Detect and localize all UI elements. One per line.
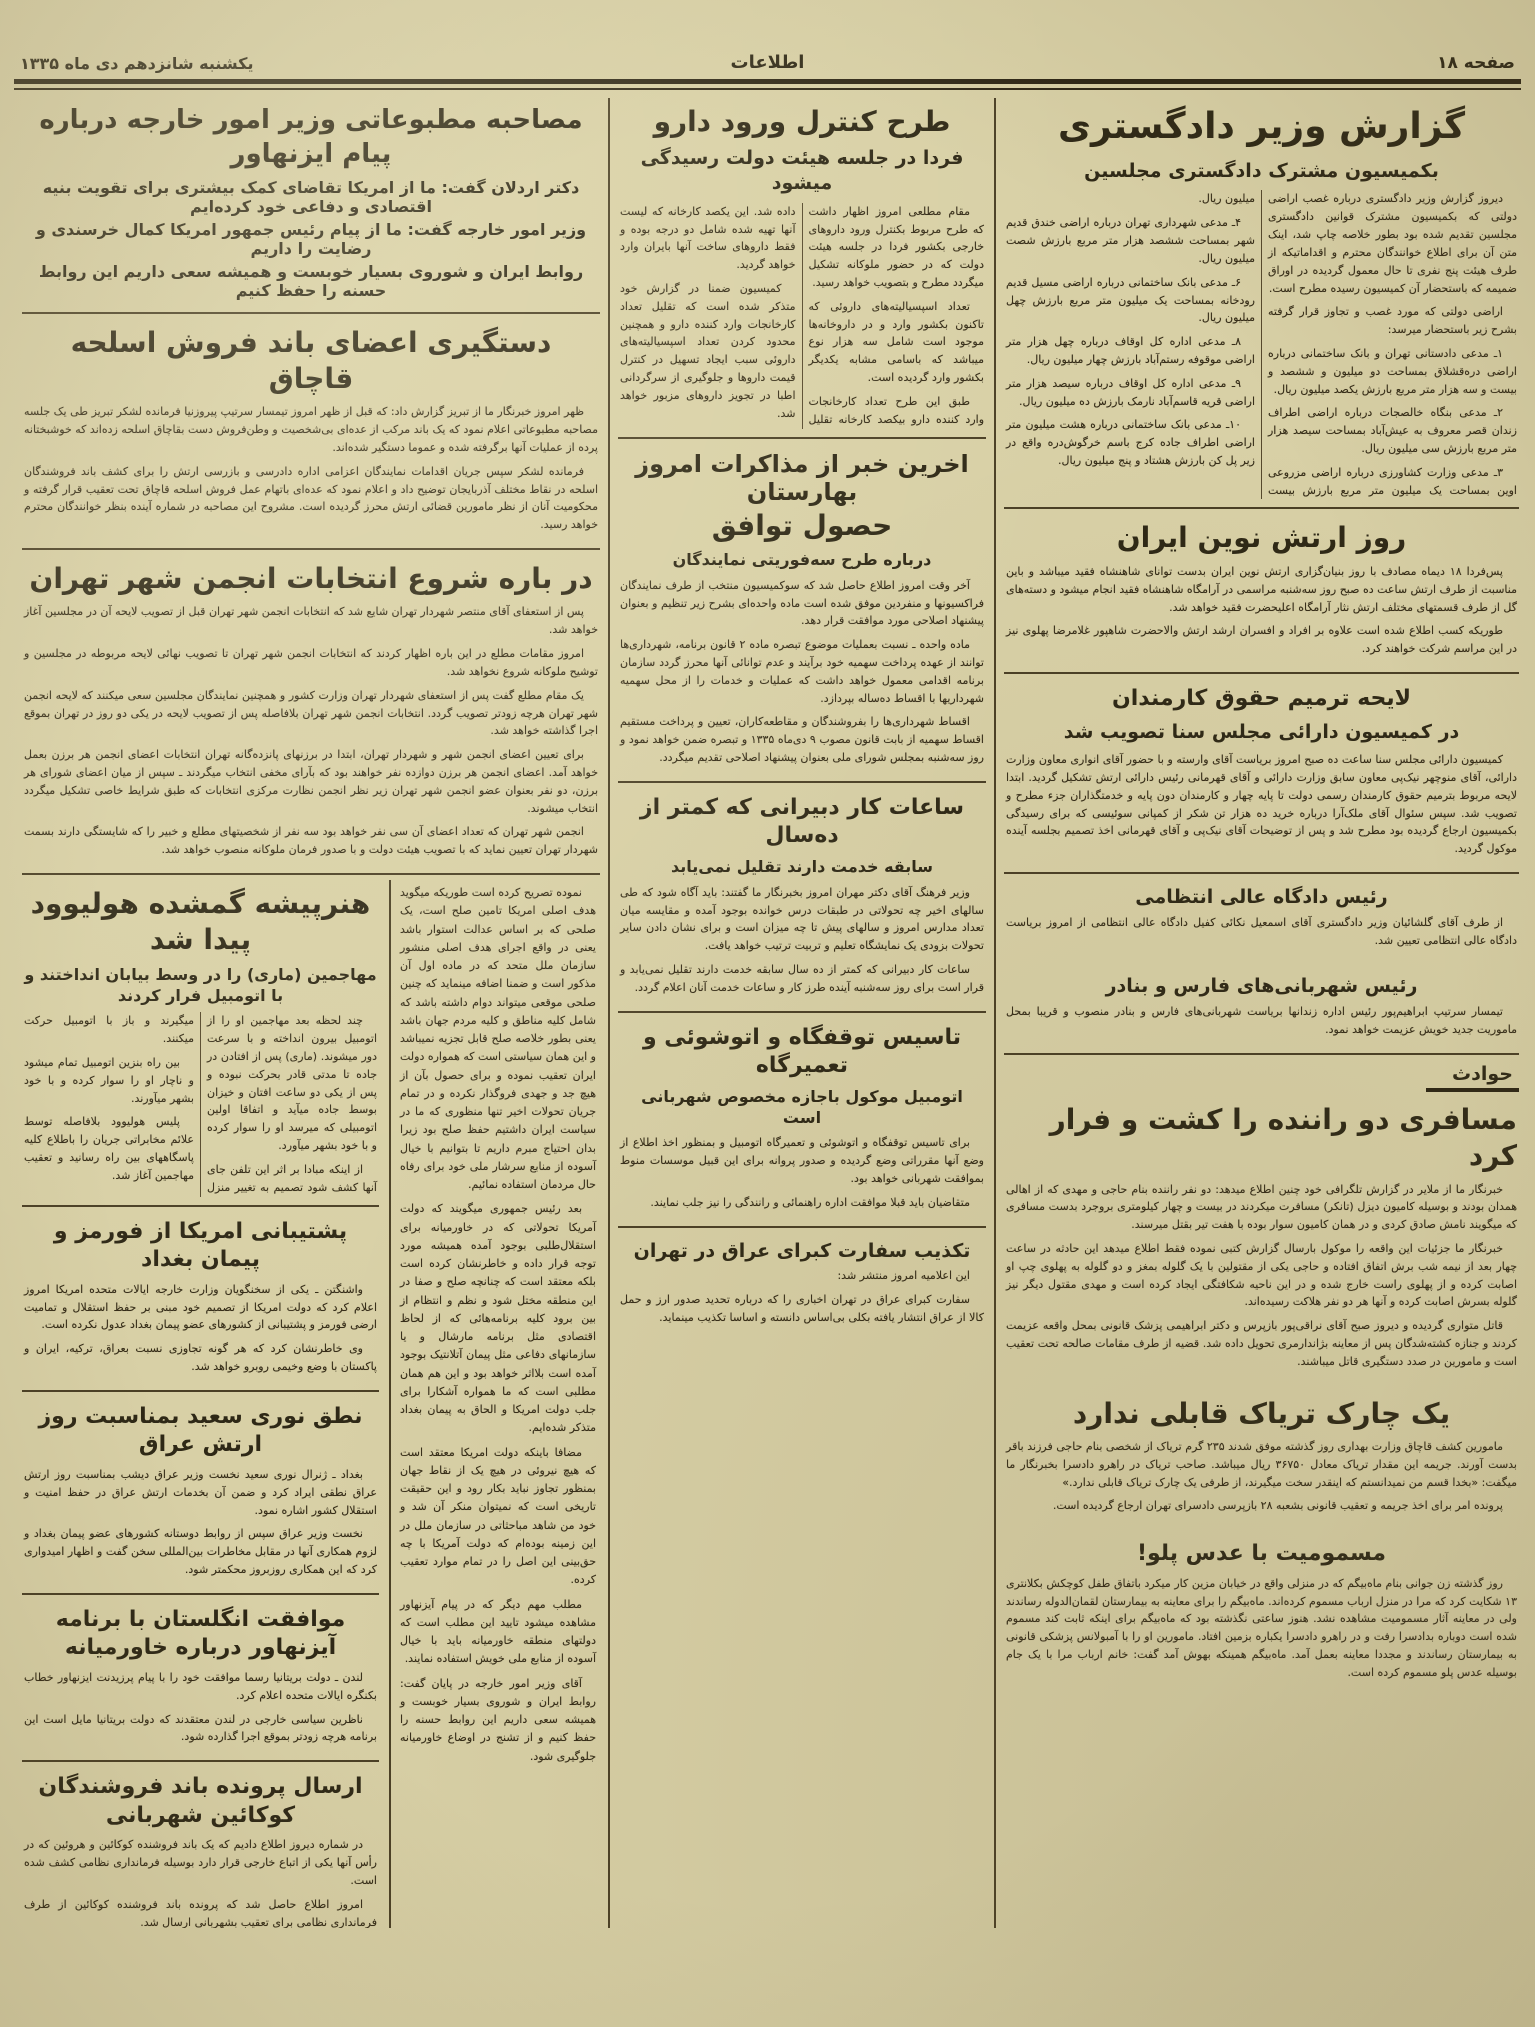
paragraph: قاتل متواری گردیده و دیروز صبح آقای نراقی‌پور بازپرس و دکتر ابراهیمی پزشک قانونی بمحل واقعه عزیمت کردند و جنازه کشته‌شدگان پس از معاینه بژاندارمری تحویل داده شد. قضیه از طرف مقامات صالحه تحت تعقیب است و مامورین در صدد دستگیری قاتل میباشند. [1006,1319,1517,1368]
headline-press-conference: مصاحبه مطبوعاتی وزیر امور خارجه درباره پیام ایزنهاور [39,105,583,169]
headline-garage-permits: تاسیس توقفگاه و اتوشوئی و تعمیرگاه [642,1024,962,1079]
paragraph: نموده تصریح کرده است طوریکه میگوید هدف اصلی امریکا تامین صلح است، یک صلحی که بر اساس عدالت استوار باشد یعنی در واقع اجرای هدف اصلی منشور سازمان ملل متحد که در ماده اول آن مذکور است و ضمنا اضافه مینماید که چنین صلحی موقعی میتواند دوام داشته باشد که شامل کلیه مناطق و کلیه مردم جهان باشد یعنی بطور خلاصه صلح قابل تجزیه نمیباشد و این همان سیاستی است که همواره دولت ایران تعقیب نموده و برای حصول بآن از هیچ جد و جهدی فروگذار نکرده و در تمام جریان تحولات اخیر تنها منظوری که ما در سیاست ایران داشتیم حفظ صلح بود زیرا بدان احتیاج مبرم داریم تا بتوانیم با خیال آسوده از منابع سرشار ملی خود برای رفاه حال مردمان استفاده نمائیم. [399,886,596,1192]
body-army-day [1006,563,1517,658]
paragraph: ناظرین سیاسی خارجی در لندن معتقدند که دولت بریتانیا مایل است این برنامه هرچه زودتر بموقع اجرا گذارده شود. [24,1712,377,1744]
headline-poisoning: مسمومیت با عدس پلو! [1136,1541,1387,1567]
paragraph: وزیر فرهنگ آقای دکتر مهران امروز بخبرنگار ما گفتند: باید آگاه شود که طی سالهای اخیر چه تحولاتی در طبقات درس خوانده بوجود آمده و مقایسه میان تعداد مدارس امروز و سالهای پیش تا چه میزان است و برای نشان دادن سایر تحولات بزودی یک نمایشگاه تعلیم و تربیت ترتیب خواهد یافت. [620,885,984,953]
article-poisoning [1004,1534,1519,1695]
paragraph: امروز اطلاع حاصل شد که پرونده باند فروشنده کوکائین از طرف فرمانداری نظامی برای تعقیب بشهربانی ارسال شد. [24,1897,377,1928]
paragraph: از طرف آقای گلشائیان وزیر دادگستری آقای اسمعیل نکائی کفیل دادگاه عالی انتظامی از امروز بریاست دادگاه عالی انتظامی تعیین شد. [1006,915,1517,947]
paragraph: بعد رئیس جمهوری میگویند که دولت آمریکا تحولاتی که در خاورمیانه برای استقلال‌طلبی بوجود آمده همیشه مورد توجه قرار داده و خاطرنشان کرده است بلکه معتقد است که چنانچه صلح و صفا در این منطقه مختل شود و نظم و انتظام از بین برود کلیه برنامه‌هائی که از لحاظ اقتصادی مثل برنامه مارشال و یا سازمانهای دفاعی مثل پیمان آتلانتیک بوجود آمده است بلااثر خواهد بود و این هم همان مطلبی است که ما همواره آشکارا برای جلب دولت امریکا و الحاق به پیمان بغداد متذکر شده‌ایم. [400,1202,596,1435]
list-item: ۸ـ مدعی اداره کل اوقاف درباره چهل هزار متر اراضی موقوفه رستم‌آباد بارزش چهار میلیون ریال. [1006,335,1255,366]
list-item: ۴ـ مدعی شهرداری تهران درباره اراضی خندق قدیم شهر بمساحت ششصد هزار متر مربع بارزش شصت میلیون ریال. [1006,216,1255,265]
left-lower-column [22,880,389,1928]
subhead-majles-talks: درباره طرح سه‌فوریتی نمایندگان [672,549,932,569]
paragraph: ظهر امروز خبرنگار ما از تبریز گزارش داد: که قبل از ظهر امروز تیمسار سرتیپ پیروزنیا فرمانده لشکر تبریز طی یک جلسه مصاحبه مطبوعاتی اعلام نمود که یک باند مرکب از عده‌ای بی‌شخصیت و وطن‌فروش دست بقاچاق اسلحه زده‌اند که خوشبختانه پرده از عملیات آنها برگرفته شده و عموما دستگیر شده‌اند. [24,405,598,454]
headline-arms-smuggling: دستگیری اعضای باند فروش اسلحه قاچاق [70,325,552,395]
subhead-teachers-hours: سابقه خدمت دارند تقلیل نمی‌یابد [670,857,934,877]
paragraph: ماده واحده ـ نسبت بعملیات موضوع تبصره ماده ۲ قانون برنامه، شهرداری‌ها توانند از عهده پرداخت سهمیه خود برآیند و عدم توانائی آنها محرز گردد سازمان برنامه اقدامی معمول خواهد داشت که عملیات و خدمات را از محل سهمیه شهرداریها با اقساط ده‌ساله بپردازد. [620,638,984,705]
paragraph: خبرنگار ما جزئیات این واقعه را موکول بارسال گزارش کتبی نموده فقط اطلاع میدهد این حادثه در ساعت چهار بعد از نیمه شب برش اتفاق افتاده و حاجی یکی از مقتولین با یک گلوله بمغز و دو گلوله به پهلوی چپ او اصابت کرده و از پهلوی راست خارج شده و در این ناحیه شکافتگی ایجاد کرده است و مهدی مقتول دیگر نیز گلوله بسرش اصابت کرده و آنها هر دو نفر هلاکت رسیده‌اند. [1006,1241,1517,1309]
paragraph: برای تعیین اعضای انجمن شهر و شهردار تهران، ابتدا در برزنهای پانزده‌گانه تهران انتخابات اعضای انجمن هر برزن بعمل خواهد آمد. اعضای انجمن هر برزن دوازده نفر خواهند بود که بآرای مخفی انتخاب میگردند ـ سپس از میان اعضای شورای هر برزن، دو نفر بعنوان عضو انجمن شهر تهران زیر نظر انجمن نظارت مرکزی انتخابات که طبق شرایط خاصی تشکیل میگردد انتخاب میشوند. [24,748,598,815]
events-section [1004,1063,1519,1092]
column-narrow [389,880,600,1928]
subhead-garage-permits: اتومبیل موکول باجازه مخصوص شهربانی است [641,1086,963,1127]
paragraph: بین راه بنزین اتومبیل تمام میشود و ناچار او را سوار کرده و با خود بشهر میآورند. [24,1056,194,1105]
headline-cocaine-gang-file: ارسال پرونده باند فروشندگان کوکائین شهربانی [38,1774,363,1828]
list-item: ۹ـ مدعی اداره کل اوقاف درباره سیصد هزار متر اراضی قریه قاسم‌آباد نارمک بارزش ده میلیون ریال. [1006,376,1255,408]
deck-line: دکتر اردلان گفت: ما از امریکا تقاضای کمک بیشتری برای تقویت بنیه اقتصادی و دفاعی خود کرده‌ایم [42,177,580,216]
headline-drug-control: طرح کنترل ورود دارو [653,105,951,138]
header-rule [14,79,1521,90]
left-top-section [22,98,600,875]
paragraph: وی خاطرنشان کرد که هر گونه تجاوزی نسبت بعراق، ترکیه، ایران و پاکستان با وضع وخیمی روبرو خواهد شد. [24,1342,377,1373]
headline-city-elections: در باره شروع انتخابات انجمن شهر تهران [29,562,593,596]
paragraph: ساعات کار دبیرانی که کمتر از ده سال سابقه خدمت دارند تقلیل نمی‌یابد و قرار است برای روز سه‌شنبه آینده طرز کار و ساعات خدمت آنان اعلام گردد. [620,963,984,994]
headline-justice-report: گزارش وزیر دادگستری [1057,106,1466,147]
body-poisoning [1006,1575,1517,1682]
article-majles-talks [618,444,986,783]
paragraph: در شماره دیروز اطلاع دادیم که یک باند فروشنده کوکائین و هروئین که در رأس آنها یکی از اتباع خارجی قرار دارد بوسیله فرمانداری نظامی کشف شده است. [24,1838,377,1888]
kicker-majles-talks: اخرین خبر از مذاکرات امروز بهارستان [635,449,969,506]
paragraph: مطلب مهم دیگر که در پیام آیزنهاور مشاهده میشود تایید این مطلب است که دولتهای منطقه خاورمیانه باید با خیال آسوده از منابع ملی خویش استفاده نمایند. [400,1597,596,1666]
article-formosa-baghdad-pact [22,1212,379,1392]
paragraph: چند لحظه بعد مهاجمین او را از اتومبیل بیرون انداخته و با سرعت دور میشوند. (ماری) پس از افتادن در جاده تا مدتی قادر بحرکت نبوده و پس از یکی دو ساعت افتان و خیزان بوسط جاده میآید و اتفاقا اولین اتومبیلی که میرسد او را سوار کرده و با خود بشهر میآورد. [207,1014,377,1153]
headline-police-chief: رئیس شهربانی‌های فارس و بنادر [1105,975,1418,998]
deck-line: وزیر امور خارجه گفت: ما از پیام رئیس جمهور امریکا کمال خرسندی و رضایت را داریم [35,219,587,258]
body-justice-report [1006,190,1517,499]
paragraph: مامورین کشف قاچاق وزارت بهداری روز گذشته موفق شدند ۲۳۵ گرم تریاک از شخصی بنام حاجی فرزند باقر بدست آورند. جریمه این مقدار تریاک معادل ۳۶۷۵۰ ریال میباشد. صاحب تریاک در راهرو دادسرا بخبرنگار ما میگفت: «بخدا قسم من نمیدانستم که اینقدر سخت میگیرند، از طرفی یک چارک تریاک قابلی ندارد.» [1006,1440,1517,1489]
paragraph: اقساط شهرداری‌ها را بفروشندگان و مقاطعه‌کاران، تعیین و پرداخت مستقیم اقساط سهمیه از بابت قانون مصوب ۹ دی‌ماه ۱۳۳۵ و تبصره ضمن خواهد نمود و روز سه‌شنبه بمجلس شورای ملی بعنوان پیشنهاد اصلاحی تقدیم میگردد. [620,715,984,765]
issue-date: یکشنبه شانزدهم دی ماه ۱۳۳۵ [20,54,254,73]
body-garage-permits [620,1134,984,1211]
paragraph: تعداد اسپسیالیته‌های داروئی که تاکنون بکشور وارد و در داروخانه‌ها موجود است شامل سه هزار نوع میباشد که باسامی مشابه یکدیگر بکشور وارد گردیده است. [808,299,984,385]
headline-majles-talks: حصول توافق [711,508,893,542]
paragraph: پلیس هولیوود بلافاصله توسط علائم مخابراتی جریان را باطلاع کلیه پاسگاههای بین راه رسانید و تعقیب مهاجمین آغاز شد. [24,1115,194,1182]
paragraph: برای تاسیس توقفگاه و اتوشوئی و تعمیرگاه اتومبیل و بمنظور اخذ اطلاع از وضع آنها مقرراتی وضع گردیده و صدور پروانه برای این قبیل موسسات منوط بموافقت شهربانی خواهد بود. [620,1136,984,1186]
headline-formosa-baghdad-pact: پشتیبانی امریکا از فورمز و پیمان بغداد [53,1218,348,1273]
article-teachers-hours [618,788,986,1013]
paragraph: آقای وزیر امور خارجه در پایان گفت: روابط ایران و شوروی بسیار خوبست و همیشه سعی داریم این روابط حسنه را حفظ کنیم و از تشنج در اوضاع خاورمیانه جلوگیری شود. [400,1676,596,1763]
body-cocaine-gang-file [24,1836,377,1928]
paragraph: پس‌فردا ۱۸ دیماه مصادف با روز بنیان‌گزاری ارتش نوین ایران بدست توانای شاهنشاه فقید میباشد و باین مناسبت از طرف ارتش ساعت ده صبح روز سه‌شنبه مراسمی در آرامگاه شاهنشاه فقید انجام میشود و دسته‌های گل از طرف قسمتهای مختلف ارتش نثار آرامگاه اعلیحضرت فقید خواهد شد. [1006,564,1517,614]
headline-opium: یک چارک تریاک قابلی ندارد [1072,1396,1451,1430]
body-iraq-embassy-denial [620,1267,984,1326]
body-arms-smuggling [24,403,598,534]
deck-line: روابط ایران و شوروی بسیار خوبست و همیشه سعی داریم این روابط حسنه را حفظ کنیم [38,261,584,300]
column-left [14,98,608,1928]
article-nuri-said-speech [22,1397,379,1595]
article-hollywood-actor [22,880,379,1207]
body-opium [1006,1438,1517,1515]
subhead-salary-bill: در کمیسیون دارائی مجلس سنا تصویب شد [1063,720,1460,743]
paragraph: کمیسیون دارائی مجلس سنا ساعت ده صبح امروز بریاست آقای وارسته و با حضور آقای انواری معاون وزارت دارائی، آقای منوچهر نیک‌پی معاون سابق وزارت دارائی و آقای قهرمانی رئیس دارائی ارتش تشکیل گردید. ابتدا لایحه مربوط بترمیم حقوق کارمندان رسمی دولت تا پایه چهار و کارمندان دون پایه و خدمتگذاران جزء مطرح و تصویب شد. سپس سئوال آقای ملک‌آرا درباره خرید ده هزار تن شکر از کمپانی سوئیسی که برای رسیدگی بکمیسیون ارجاع گردیده بود مطرح شد و پس از توضیحات آقای نیک‌پی و آقای قهرمانی اخذ تصمیم بجلسه آینده موکول گردید. [1006,753,1517,856]
list-item: ۱۰ـ مدعی بانک ساختمانی درباره هشت میلیون متر اراضی اطراف جاده کرج باسم خرگوش‌دره واقع در زیر پل کن بارزش هشتاد و پنج میلیون ریال. [1006,418,1255,468]
paragraph: سفارت کبرای عراق در تهران اخباری را که درباره تحدید صدور ارز و حمل کالا از عراق انتشار یافته بکلی بی‌اساس دانسته و اساسا تکذیب مینماید. [620,1293,984,1325]
article-police-chief [1004,968,1519,1054]
article-opium [1004,1390,1519,1530]
body-salary-bill [1006,751,1517,858]
paragraph: تیمسار سرتیپ ابراهیم‌پور رئیس اداره زندانها بریاست شهربانی‌های فارس و بنادر منصوب و قریبا بمحل ماموریت جدید خویش عزیمت خواهد نمود. [1006,1005,1517,1036]
paragraph: این اعلامیه امروز منتشر شد: [837,1269,970,1283]
subhead-drug-control: فردا در جلسه هیئت دولت رسیدگی میشود [640,147,964,195]
headline-nuri-said-speech: نطق نوری سعید بمناسبت روز ارتش عراق [38,1403,363,1458]
paragraph: روز گذشته زن جوانی بنام ماه‌بیگم که در منزلی واقع در خیابان مزین کار میکرد باتفاق طفل کوچکش بکلانتری ۱۳ شکایت کرد که مرا در منزل ارباب مسموم کرده‌اند. ماه‌بیگم را برای معاینه به بیمارستان لقمان‌الدوله رساندند ولی در معاینه آثار مسمومیت مشاهده نشد. هنوز ساعتی نگذشته بود که ماه‌بیگم برای اینکه ثابت کند مسموم شده است دوباره بدادسرا رفت و در راهرو دادسرا یکباره بزمین افتاد. مامورین او را با آمبولانس پزشکی قانونی به بیمارستان رساندند و مجددا معاینه بعمل آمد. ماه‌بیگم همینکه بهوش آمد گفت: خانم ارباب مرا با یک جام بوسیله عدس پلو مسموم کرده است. [1006,1576,1517,1679]
column-middle [608,98,994,1928]
paragraph: طوریکه کسب اطلاع شده است علاوه بر افراد و افسران ارشد ارتش والاحضرت شاهپور غلامرضا پهلوی نیز در این مراسم شرکت خواهند کرد. [1006,624,1517,656]
headline-passenger-murder: مسافری دو راننده را کشت و فرار کرد [1049,1102,1517,1173]
paragraph: یک مقام مطلع گفت پس از استعفای شهردار تهران وزارت کشور و همچنین نمایندگان مجلسین سعی میکنند که لایحه انجمن شهر تهران هرچه زودتر تصویب گردد. انتخابات انجمن شهر تهران بلافاصله پس از تصویب لایحه در یکی دو روز در تهران بموقع اجرا گذاشته خواهد شد. [24,688,598,738]
page-content [0,90,1535,1928]
article-drug-control [618,98,986,439]
body-hollywood-actor [24,1012,377,1196]
headline-teachers-hours: ساعات کار دبیرانی که کمتر از ده‌سال [639,794,965,849]
article-arms-smuggling [22,319,600,550]
paragraph: مقام مطلعی امروز اظهار داشت که طرح مربوط بکنترل ورود داروهای خارجی بکشور فردا در جلسه هیئت دولت که در حضور ملوکانه تشکیل میگردد مطرح و بتصویب خواهد رسید. [808,204,984,290]
headline-court-chief: رئیس دادگاه عالی انتظامی [1135,886,1388,909]
paragraph: فرمانده لشکر سپس جریان اقدامات نمایندگان اعزامی اداره دادرسی و بازرسی ارتش را برای کشف باند فروشندگان اسلحه در نقاط مختلف آذربایجان توضیح داد و اعلام نمود که عده‌ای باتهام عمل فروش اسلحه قاچاق تحت تعقیب قرار گرفته و محکومیت آنان از نظر مامورین قضائی ارتش محرز گردیده است. مشروح این مصاحبه در شماره آینده بنظر خوانندگان محترم خواهد رسید. [24,464,598,532]
headline-iraq-embassy-denial: تکذیب سفارت کبرای عراق در تهران [633,1239,971,1262]
article-cocaine-gang-file [22,1767,379,1928]
paragraph: واشنگتن ـ یکی از سخنگویان وزارت خارجه ایالات متحده امریکا امروز اعلام کرد که دولت امریکا از تصمیم خود مبنی بر حفظ استقلال و تمامیت ارضی فورمز و پشتیبانی از کشورهای عضو پیمان بغداد عدول نکرده است. [24,1282,377,1332]
page-number: صفحه ۱۸ [1437,53,1515,73]
paragraph: اراضی دولتی که مورد غصب و تجاوز قرار گرفته بشرح زیر باستحضار میرسد: [1268,305,1517,337]
headline-hollywood-actor: هنرپیشه گمشده هولیوود پیدا شد [30,887,371,957]
subhead-justice-report: بکمیسیون مشترک دادگستری مجلسین [1084,159,1439,182]
paragraph: پس از استعفای آقای منتصر شهردار تهران شایع شد که انتخابات انجمن شهر تهران قبل از تصویب لایحه آن در مجلسین آغاز خواهد شد. [24,605,598,637]
events-section-label: حوادث [1426,1063,1519,1092]
body-drug-control [620,203,984,429]
subhead-hollywood-actor: مهاجمین (ماری) را در وسط بیابان انداختند و با اتومبیل فرار کردند [24,964,377,1005]
list-item: ۳ـ مدعی وزارت کشاورزی درباره اراضی مزروعی اوین بمساحت یک میلیون متر مربع بارزش بیست میلیون ریال. [1198,192,1517,497]
article-press-conference [22,98,600,314]
body-police-chief [1006,1003,1517,1039]
body-majles-talks [620,577,984,767]
body-england-eisenhower [24,1669,377,1746]
paragraph: از اینکه مبادا بر اثر این تلفن جای آنها کشف شود تصمیم به تغییر منزل میگیرند و باز با اتومبیل حرکت میکنند. [24,1014,377,1194]
body-court-chief [1006,914,1517,950]
masthead-title: اطلاعات [730,52,805,73]
article-salary-bill [1004,679,1519,874]
article-court-chief [1004,879,1519,963]
article-garage-permits [618,1018,986,1228]
headline-salary-bill: لایحه ترمیم حقوق کارمندان [1111,685,1412,711]
paragraph: کمیسیون ضمنا در گزارش خود متذکر شده است که تقلیل تعداد کارخانجات وارد کننده دارو و همچنین محدود کردن تعداد اسپسیالیته‌های داروئی سبب ایجاد تسهیل در کنترل قیمت داروها و جلوگیری از سرگردانی اطبا در تجویز داروهای مزبور خواهد شد. [620,282,796,420]
article-england-eisenhower [22,1600,379,1762]
paragraph: لندن ـ دولت بریتانیا رسما موافقت خود را با پیام پرزیدنت ایزنهاور خطاب بکنگره ایالات متحده اعلام کرد. [24,1671,377,1702]
paragraph: پرونده امر برای اخذ جریمه و تعقیب قانونی بشعبه ۲۸ بازپرسی دادسرای تهران ارجاع گردیده است. [1052,1499,1503,1513]
body-formosa-baghdad-pact [24,1281,377,1376]
article-army-day [1004,514,1519,673]
page-header [0,0,1535,76]
left-split-section [22,880,600,1928]
headline-england-eisenhower: موافقت انگلستان با برنامه آیزنهاور درباره خاورمیانه [55,1606,346,1661]
paragraph: خبرنگار ما از ملایر در گزارش تلگرافی خود چنین اطلاع میدهد: دو نفر راننده بنام حاجی و مهدی که از اهالی همدان بودند و بوسیله کامیون دیزل (تانکر) مسافرت میکردند در بیست و چهار کیلومتری بروجرد بدست مسافری که میگویند نامش صادق کردی و در همان کامیون سوار بوده با هفت تیر بقتل میرسند. [1006,1182,1517,1232]
list-item: ۶ـ مدعی بانک ساختمانی درباره اراضی مسیل قدیم رودخانه بمساحت یک میلیون متر مربع بارزش چهل میلیون ریال. [1006,275,1255,325]
headline-army-day: روز ارتش نوین ایران [1116,521,1407,555]
paragraph: مضافا باینکه دولت امریکا معتقد است که هیچ نیروئی در هیچ یک از نقاط جهان بمنظور تجاوز نباید بکار رود و این حقیقت تاریخی است که نمیتوان منکر آن شد و خود من شاهد مباحثاتی در سازمان ملل در این زمینه بوده‌ام که دولت آمریکا با چه حق‌بینی این اصل را در تمام موارد تعقیب کرده. [400,1445,596,1587]
paragraph: امروز مقامات مطلع در این باره اظهار کردند که انتخابات انجمن شهر تهران تا تصویب نهائی لایحه مربوطه در مجلسین و توشیح ملوکانه شروع نخواهد شد. [24,647,598,678]
body-teachers-hours [620,884,984,997]
paragraph: آخر وقت امروز اطلاع حاصل شد که سوکمیسیون منتخب از طرف نمایندگان فراکسیونها و منفردین موفق شده است ماده واحده‌ای بشرح زیر تنظیم و بعنوان پیشنهاد اصلاحی مورد موافقت قرار دهد. [620,578,984,628]
list-item: ۲ـ مدعی بنگاه خالصجات درباره اراضی اطراف زندان قصر معروف به عیش‌آباد بمساحت سیصد هزار متر مربع بارزش سی میلیون ریال. [1268,406,1517,456]
body-nuri-said-speech [24,1466,377,1579]
body-city-elections [24,603,598,859]
column-right [994,98,1521,1928]
paragraph: طبق این طرح تعداد کارخانجات وارد کننده دارو بیکصد کارخانه تقلیل داده شد. این یکصد کارخانه که لیست آنها تهیه شده شامل دو درجه بوده و فقط داروهای ساخت آنها بایران وارد خواهد گردید. [620,204,984,426]
body-passenger-murder [1006,1181,1517,1371]
article-city-elections [22,555,600,875]
paragraph: بغداد ـ ژنرال نوری سعید نخست وزیر عراق دیشب بمناسبت روز ارتش عراق نطقی ایراد کرد و ضمن آن بخدمات ارتش عراق در حفظ امنیت و استقلال کشور اشاره نمود. [24,1467,377,1517]
article-justice-report [1004,98,1519,509]
article-iraq-embassy-denial [618,1233,986,1341]
article-passenger-murder [1004,1096,1519,1385]
paragraph: متقاضیان باید قبلا موافقت اداره راهنمائی و رانندگی را نیز جلب نمایند. [650,1195,970,1209]
list-item: ۱ـ مدعی دادستانی تهران و بانک ساختمانی درباره اراضی دره‌قشلاق بمساحت دو میلیون و ششصد و بیست و سه هزار متر مربع بارزش یکصد میلیون ریال. [1268,346,1517,396]
paragraph: نخست وزیر عراق سپس از روابط دوستانه کشورهای عضو پیمان بغداد و لزوم همکاری آنها در مقابل مخاطرات بین‌المللی سخن گفت و اظهار امیدواری کرد که این همکاری روزبروز محکمتر شود. [24,1527,377,1577]
paragraph: دیروز گزارش وزیر دادگستری درباره غصب اراضی دولتی که بکمیسیون مشترک قوانین دادگستری مجلسین تقدیم شده بود بطور خلاصه چاپ شد، اینک متن آن برای اطلاع خوانندگان محترم و اقداماتیکه از طرف هیئت پنج نفری تا حال معمول گردیده در اوراق ضمیمه که باستحضار آن کمیسیون رسیده مطرح است. [1268,192,1517,295]
paragraph: انجمن شهر تهران که تعداد اعضای آن سی نفر خواهد بود سه نفر از شخصیتهای مطلع و خبیر را که شایستگی دارند بسمت شهردار تهران تعیین نماید که با تصویب هیئت دولت و با صدور فرمان ملوکانه منصوب خواهد شد. [24,825,598,857]
